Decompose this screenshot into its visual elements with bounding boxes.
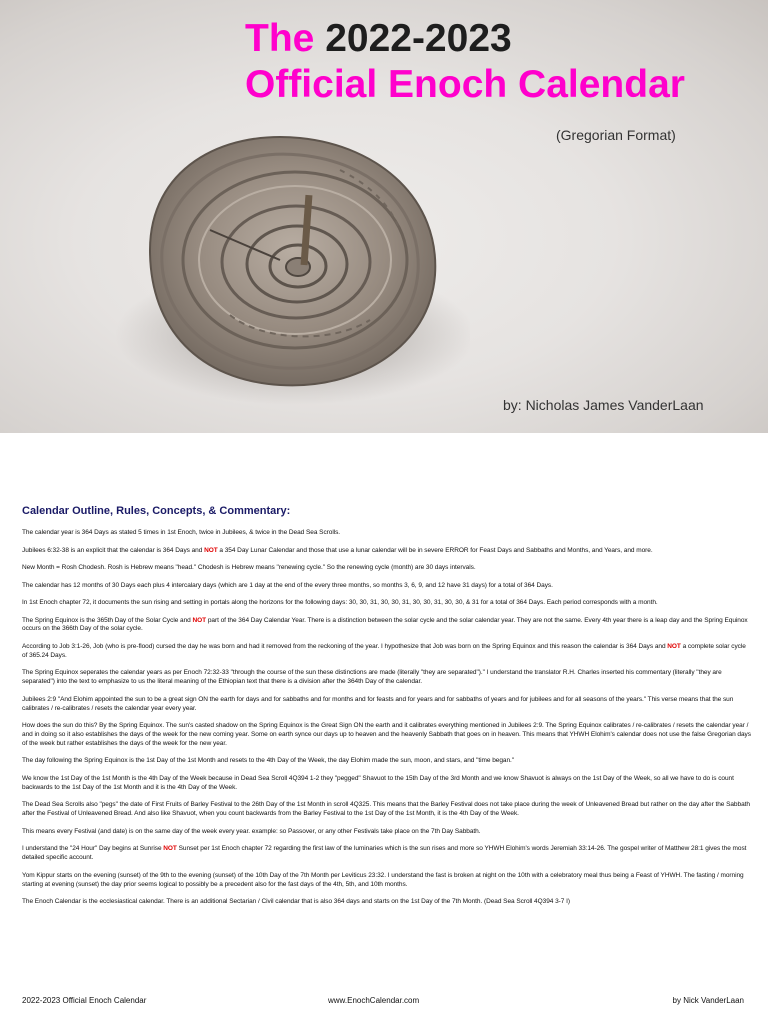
emphasis-not: NOT (667, 642, 681, 650)
cover-title (245, 18, 685, 110)
paragraph-4: The calendar has 12 months of 30 Days each plus 4 intercalary days (which are 1 day at the end of the every three months, so months 3, 6, 9, and 12 have 31 days) for a total of 364 Days. (22, 581, 553, 589)
footer-author: by Nick VanderLaan (672, 996, 744, 1005)
paragraph-5: In 1st Enoch chapter 72, it documents the sun rising and setting in portals along the horizons for the following days: 30, 30, 31, 30, 30, 31, 30, 30, 31, 30, 30, & 31 for a total of 364 Days. Each period corresponds with a month. (22, 599, 658, 606)
title-the: The (245, 17, 315, 60)
content-section (22, 505, 752, 916)
paragraph-text: a 354 Day Lunar Calendar and those that use a lunar calendar will be in severe ERROR for Feast Days and Sabbaths and Months, and Years, and more. (217, 546, 653, 554)
cover-area (0, 0, 768, 433)
paragraph-text: Jubilees 6:32-38 is an explicit that the calendar is 364 Days and (22, 546, 205, 554)
title-years: 2022-2023 (325, 17, 512, 60)
paragraph-3: New Month = Rosh Chodesh. Rosh is Hebrew means "head." Chodesh is Hebrew means "renewing cycle." So the renewing cycle (month) are 30 days intervals. (22, 564, 476, 571)
section-heading: Calendar Outline, Rules, Concepts, & Commentary: (22, 505, 291, 517)
paragraph-10: How does the sun do this? By the Spring Equinox. The sun's casted shadow on the Spring Equinox is the Great Sign ON the earth and it calibrates everything mentioned in Jubilees 2:9. The Spring Equinox calibrates / re-calibrates / resets the calendar year / and in doing so it also establishes the days of the week for the new coming year. Some on earth synce our days up to heaven and the heavenly Sabbath that goes on in heaven. This means that YHWH Elohim's calendar does not use the false Gregorian days of the week but rather establishes the days of the week for the new year. (22, 722, 751, 747)
cover-title-line2: Official Enoch Calendar (245, 63, 685, 106)
footer-title: 2022-2023 Official Enoch Calendar (22, 996, 147, 1005)
paragraph-text: Sunset per 1st Enoch chapter 72 regarding the first law of the luminaries which is the sun rises and more so YHWH Elohim's words Jeremiah 33:14-26. The gospel writer of Matthew 28:1 gives the most detailed specific account. (22, 845, 747, 862)
emphasis-not: NOT (163, 845, 177, 853)
paragraph-16: Yom Kippur starts on the evening (sunset) of the 9th to the evening (sunset) of the 10th Day of the 7th Month per Leviticus 23:32. I understand the fast is broken at night on the 10th with a celebratory meal thus being a Feast of YHWH. The fasting / morning starting at evening (sunset) the day prior seems logical to possibly be a precedent also for the fast days of the 4th, 5th, and 10th months. (22, 871, 744, 888)
paragraph-13: The Dead Sea Scrolls also "pegs" the date of First Fruits of Barley Festival to the 26th Day of the 1st Month in scroll 4Q325. This means that the Barley Festival does not take place during the week of Unleavened Bread but rather on the day after the Sabbath after the Festival of Unleavened Bread. And also like Shavuot, when you count backwards from the Barley Festival to the 1st Day of the 1st Month, it is the 4th Day of the Week. (22, 801, 750, 818)
paragraph-17: The Enoch Calendar is the ecclesiastical calendar. There is an additional Sectarian / Civil calendar that is also 364 days and starts on the 1st Day of the 7th Month. (Dead Sea Scroll 4Q394 3-7 I) (22, 898, 570, 906)
paragraph-8: The Spring Equinox seperates the calendar years as per Enoch 72:32-33 "through the course of the sun these distinctions are made (literally "they are separated")." I understand the translator R.H. Charles inserted his commentary (literally "they are separated") into the text to emphasize to us the literal meaning of the Ethiopian text that there is a division after the 364th Day of the calendar. (22, 669, 722, 686)
paragraph-9: Jubilees 2:9 "And Elohim appointed the sun to be a great sign ON the earth for days and for sabbaths and for months and for feasts and for years and for sabbaths of years and for jubilees and for all seasons of the years." This verse means that the sun calibrates / re-calibrates / resets the calendar year every year. (22, 695, 734, 712)
paragraph-14: This means every Festival (and date) is on the same day of the week every year. example: so Passover, or any other Festivals take place on the 7th Day Sabbath. (22, 827, 481, 835)
paragraph-15 (22, 845, 752, 863)
emphasis-not: NOT (192, 616, 207, 624)
paragraph-6 (22, 617, 752, 635)
stone-sundial-disc-image (110, 100, 470, 410)
footer-website-link[interactable]: www.EnochCalendar.com (328, 996, 420, 1005)
paragraph-text: The Spring Equinox is the 365th Day of the Solar Cycle and (22, 616, 193, 624)
cover-subtitle: (Gregorian Format) (556, 127, 676, 143)
cover-author: by: Nicholas James VanderLaan (503, 397, 704, 413)
paragraph-text: a complete solar cycle of 365.24 Days. (22, 642, 746, 659)
paragraph-text: According to Job 3:1-26, Job (who is pre-flood) cursed the day he was born and had it removed from the reckoning of the year. I hypothesize that Job was born on the Spring Equinox and this reason the calendar is 364 Days and (22, 642, 668, 650)
paragraph-text: part of the 364 Day Calendar Year. There is a distinction between the solar cycle and the solar calendar year. They are not the same. Every 4th year there is a leap day and the Spring Equinox occurs on the 366th Day of the solar cycle. (22, 616, 748, 633)
cover-title-line1 (245, 18, 685, 60)
paragraph-11: The day following the Spring Equinox is the 1st Day of the 1st Month and resets to the 4th Day of the Week, the day Elohim made the sun, moon, and stars, and "time began." (22, 757, 515, 765)
paragraph-1: The calendar year is 364 Days as stated 5 times in 1st Enoch, twice in Jubilees, & twice in the Dead Sea Scrolls. (22, 529, 341, 536)
paragraph-2 (22, 547, 752, 556)
paragraph-text: I understand the "24 Hour" Day begins at Sunrise (22, 845, 164, 853)
paragraph-12: We know the 1st Day of the 1st Month is the 4th Day of the Week because in Dead Sea Scroll 4Q394 1-2 they "pegged" Shavuot to the 15th Day of the 3rd Month and we know Shavuot is always on the 1st Day of the Week, so all we have to do is count backwards to the 1st Day of the 1st Month and it is the 4th Day of the Week. (22, 774, 734, 791)
emphasis-not: NOT (204, 546, 218, 554)
paragraph-7 (22, 643, 752, 661)
